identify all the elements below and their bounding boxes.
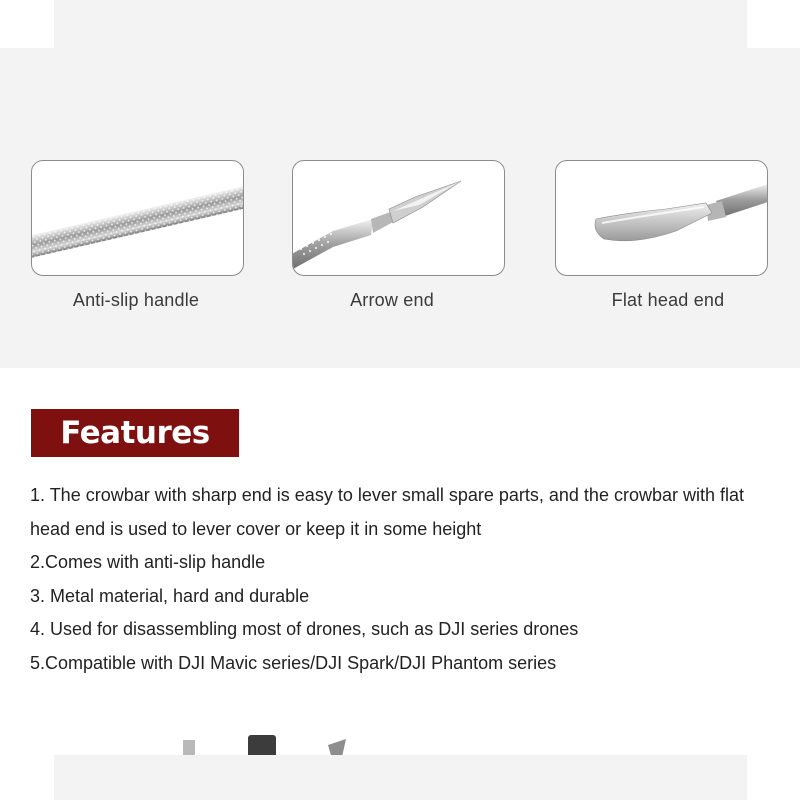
feature-item: 3. Metal material, hard and durable <box>30 585 310 606</box>
feature-item: 2.Comes with anti-slip handle <box>30 552 266 572</box>
detail-card-anti-slip-handle <box>31 160 244 276</box>
feature-list <box>30 479 780 680</box>
detail-label-anti-slip-handle: Anti-slip handle <box>72 290 200 310</box>
top-image-strip <box>54 0 747 48</box>
detail-label-arrow-end: Arrow end <box>350 290 434 310</box>
feature-item: 5.Compatible with DJI Mavic series/DJI Spark/DJI Phantom series <box>30 652 557 673</box>
flat-head-end-closeup-icon <box>556 161 767 275</box>
detail-label-flat-head-end: Flat head end <box>611 290 725 310</box>
feature-item: 1. The crowbar with sharp end is easy to lever small spare parts, and the crowbar with flat head end is used to lever cover or keep it in some height <box>30 485 744 539</box>
detail-card-arrow-end <box>292 160 505 276</box>
features-heading: Features <box>31 409 239 457</box>
detail-card-flat-head-end <box>555 160 768 276</box>
bottom-image-strip <box>54 755 747 800</box>
anti-slip-handle-closeup-icon <box>32 161 243 275</box>
feature-item: 4. Used for disassembling most of drones, such as DJI series drones <box>30 619 579 639</box>
arrow-end-closeup-icon <box>293 161 504 275</box>
